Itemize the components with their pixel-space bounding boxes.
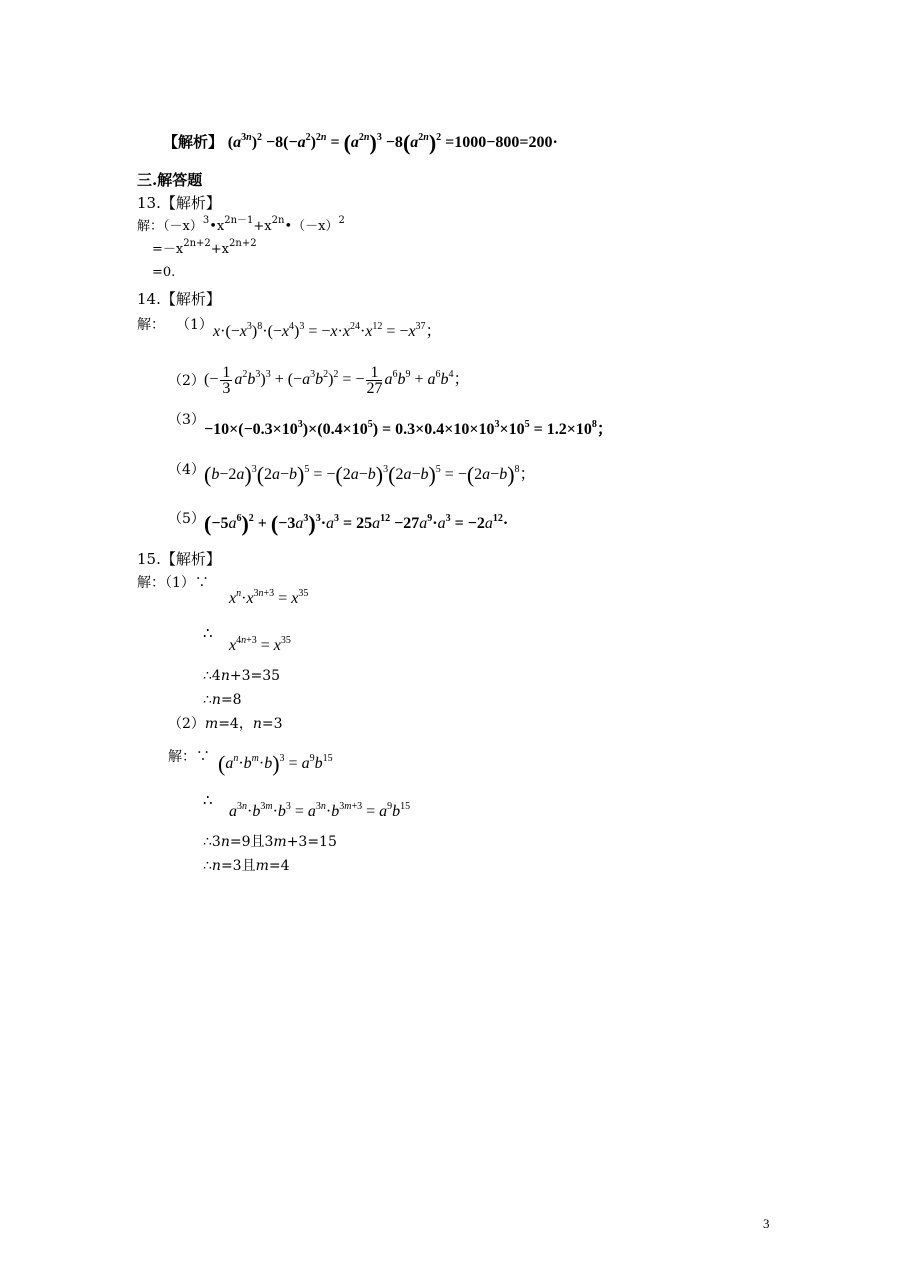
q14-part1-expr: $x\cdot(-x^3)^8\cdot(-x^4)^3 = -x\cdot x^{24}\cdot x^{12} = -x^{37}$；	[213, 321, 442, 340]
q15-eq-b: $x^{4n+3} = x^{35}$	[229, 635, 291, 654]
q14-part1-label: （1）	[176, 317, 213, 333]
section-heading: 三.解答题	[137, 171, 203, 189]
q13-line1: 解：$(-x)^3•x^{2n-1}+x^{2n}•(-x)^2$	[137, 215, 345, 234]
q14-part5-label: （5）	[168, 511, 205, 527]
analysis-label: 【解析】	[163, 133, 224, 151]
q15-eq-d: $a^{3n}\cdot b^{3m}\cdot b^3 = a^{3n}\cdot b^{3m+3} = a^9b^{15}$	[229, 801, 411, 820]
q14-part3-expr: $-10\times(-0.3\times 10^3)\times(0.4\times 10^5) = 0.3\times 0.4\times 10\times 10^3\times 10^5 = 1.2\times 10^8$；	[204, 419, 613, 438]
q14-part3-label: （3）	[168, 412, 205, 428]
q15-label: 15.【解析】	[137, 550, 221, 568]
because-symbol: ∵	[196, 749, 210, 765]
q13-label: 13.【解析】	[137, 194, 221, 212]
q15-step2: ∴n=8	[203, 692, 242, 708]
q12-analysis-line	[163, 130, 558, 155]
q14-part2-label: （2）	[168, 373, 205, 389]
q14-jie: 解：	[137, 317, 165, 333]
q14-label: 14.【解析】	[137, 290, 221, 308]
q12-equation: $(a^{3n})^2 -8(-a^2)^{2n} = (a^{2n})^3 -8(a^{2n})^2 =1000-800=200\cdot$	[227, 130, 558, 155]
q15-eq-a: $x^n\cdot x^{3n+3} = x^{35}$	[229, 588, 309, 607]
q15-step1: ∴4n+3=35	[203, 668, 281, 684]
q14-part5-expr: $(-5a^6)^2 + (-3a^3)^3\cdot a^3 = 25a^{12} -27a^9\cdot a^3 = -2a^{12}\cdot$	[204, 511, 509, 536]
q14-part4-label: （4）	[168, 462, 205, 478]
q15-part2-label: （2）m=4，n=3	[168, 716, 283, 732]
q15-jie2: 解：∵	[168, 749, 210, 765]
therefore-symbol-2: ∴	[203, 791, 213, 809]
q15-part1-label: 解：（1）∵	[137, 575, 209, 591]
q15-step3: ∴3n=9且3m+3=15	[203, 834, 337, 850]
q13-line2: $=-x^{2n+2}+x^{2n+2}$	[152, 238, 257, 257]
page-number: 3	[763, 1216, 770, 1231]
q15-step4: ∴n=3且m=4	[203, 858, 290, 874]
therefore-symbol-1: ∴	[203, 624, 213, 642]
q13-line3: =0.	[152, 265, 176, 280]
q14-part4-expr: $(b-2a)^3(2a-b)^5 = -(2a-b)^3(2a-b)^5 = -(2a-b)^8$；	[204, 462, 536, 487]
q14-part2-expr: (− $\frac{1}{3}$ $a^2b^3)^3 + (-a^3b^2)^2$ = − $\frac{1}{27}$ $a^6b^9 + a^6b^4$；	[204, 364, 470, 397]
q15-eq-c: $(a^n\cdot b^m\cdot b)^3 = a^9b^{15}$	[218, 751, 333, 776]
